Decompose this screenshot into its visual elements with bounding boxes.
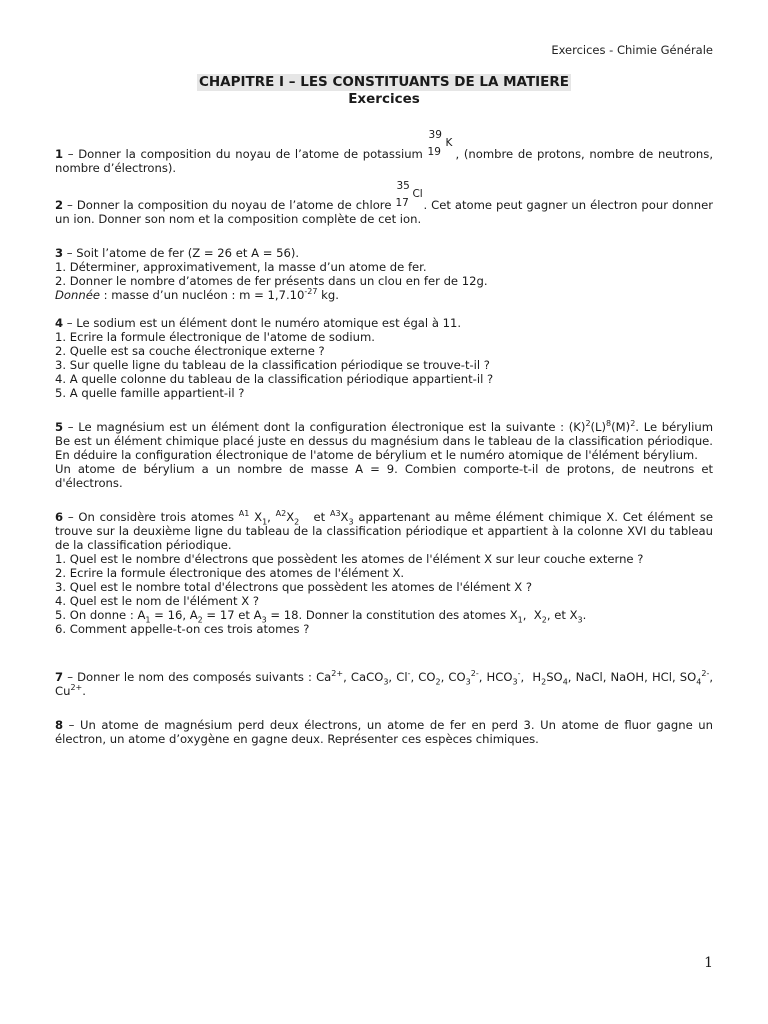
ion-charge: 2+ bbox=[70, 683, 83, 693]
element-symbol: X bbox=[249, 510, 263, 524]
spacer bbox=[55, 650, 713, 664]
exercise-number: 5 bbox=[55, 420, 64, 434]
exercise-1 bbox=[55, 129, 713, 175]
ion-charge: - bbox=[407, 669, 411, 679]
subscript: 2 bbox=[294, 517, 300, 527]
text-run: , X bbox=[522, 608, 542, 622]
mass-number: A1 bbox=[238, 509, 250, 519]
question-1: 1. Déterminer, approximativement, la masse d’un atome de fer. bbox=[55, 260, 427, 274]
text-run: , Cl bbox=[388, 670, 408, 684]
question-6: 6. Comment appelle-t-on ces trois atomes ? bbox=[55, 622, 310, 636]
text-run: SO bbox=[546, 670, 563, 684]
subscript: 2 bbox=[541, 615, 547, 625]
mass-number: 35 bbox=[396, 180, 410, 192]
exercise-text: – Soit l’atome de fer (Z = 26 et A = 56). bbox=[63, 246, 300, 260]
shell-label: (M) bbox=[611, 420, 631, 434]
exercise-number: 1 bbox=[55, 147, 64, 161]
text-run: . Le bérylium Be est un élément chimique placé juste en dessus du magnésium dans le tableau de la classification périodique. En déduire la configuration électronique de l'atome de bérylium et le numéro atomique de l'élément bérylium. bbox=[55, 420, 713, 462]
page-number: 1 bbox=[704, 955, 713, 971]
ion-charge: 2+ bbox=[331, 669, 344, 679]
subscript: 1 bbox=[517, 615, 523, 625]
subscript: 3 bbox=[348, 517, 354, 527]
given-label: Donnée bbox=[55, 288, 100, 302]
subscript: 3 bbox=[512, 677, 518, 687]
text-run: , CO bbox=[410, 670, 436, 684]
mass-number: A3 bbox=[329, 509, 341, 519]
question-4: 4. A quelle colonne du tableau de la classification périodique appartient-il ? bbox=[55, 372, 494, 386]
element-symbol: Cl bbox=[412, 188, 423, 200]
mass-number: 39 bbox=[428, 129, 442, 141]
section-title: Exercices bbox=[348, 91, 420, 107]
nuclide-notation bbox=[427, 129, 456, 158]
subscript: 4 bbox=[696, 677, 702, 687]
given-data bbox=[55, 288, 713, 302]
subscript: 2 bbox=[197, 615, 203, 625]
text-run: 5. On donne : A bbox=[55, 608, 146, 622]
exercise-number: 2 bbox=[55, 198, 64, 212]
electron-count: 2 bbox=[630, 419, 636, 429]
exercise-6 bbox=[55, 510, 713, 636]
chapter-title-block bbox=[0, 74, 768, 108]
question-2: 2. Quelle est sa couche électronique externe ? bbox=[55, 344, 325, 358]
subscript: 3 bbox=[465, 677, 471, 687]
question-2: 2. Ecrire la formule électronique des atomes de l'élément X. bbox=[55, 566, 405, 580]
running-header: Exercices - Chimie Générale bbox=[551, 43, 713, 57]
text-run: = 17 et A bbox=[202, 608, 262, 622]
element-symbol: K bbox=[445, 137, 453, 149]
subscript: 1 bbox=[262, 517, 268, 527]
subscript: 2 bbox=[541, 677, 547, 687]
subscript: 2 bbox=[435, 677, 441, 687]
exercise-text: , (nombre de protons, nombre de neutrons, nombre d’électrons). bbox=[55, 147, 713, 175]
text-run: – Un atome de magnésium perd deux électrons, un atome de fer en perd 3. Un atome de fluor gagne un électron, un atome d’oxygène en gagne deux. Représenter ces espèces chimiques. bbox=[55, 718, 713, 746]
text-run: . bbox=[82, 684, 86, 698]
given-text: : masse d’un nucléon : m = 1,7.10 bbox=[99, 288, 305, 302]
question-4: 4. Quel est le nom de l'élément X ? bbox=[55, 594, 259, 608]
subscript: 3 bbox=[577, 615, 583, 625]
exercise-intro bbox=[55, 246, 713, 260]
text-run: appartenant au même élément chimique X. Cet élément se trouve sur la deuxième ligne du tableau de la classification périodique et appartient à la colonne XVI du tableau de la classification périodique. bbox=[55, 510, 714, 552]
text-run: , Cu bbox=[55, 670, 714, 698]
text-run: . bbox=[582, 608, 587, 622]
exercise-list bbox=[55, 129, 714, 760]
exercise-text: – Donner la composition du noyau de l’atome de potassium bbox=[63, 147, 428, 161]
subscript: 1 bbox=[145, 615, 151, 625]
exercise-text bbox=[55, 510, 713, 552]
question-1: 1. Quel est le nombre d'électrons que possèdent les atomes de l'élément X sur leur couche externe ? bbox=[55, 552, 644, 566]
text-run: , CO bbox=[440, 670, 466, 684]
exercise-3 bbox=[55, 246, 713, 302]
text-run: , NaCl, NaOH, HCl, SO bbox=[567, 670, 697, 684]
ion-charge: 2- bbox=[701, 669, 710, 679]
exercise-intro bbox=[55, 316, 713, 330]
exercise-text: – Donner la composition du noyau de l’atome de chlore bbox=[63, 198, 396, 212]
exercise-number: 7 bbox=[55, 670, 64, 684]
subscript: 3 bbox=[261, 615, 267, 625]
exercise-number: 4 bbox=[55, 316, 64, 330]
ion-charge: - bbox=[517, 669, 521, 679]
subscript: 3 bbox=[383, 677, 389, 687]
exercise-4 bbox=[55, 316, 713, 400]
question-2: 2. Donner le nombre d’atomes de fer présents dans un clou en fer de 12g. bbox=[55, 274, 488, 288]
exercise-text bbox=[55, 420, 713, 462]
electron-count: 8 bbox=[606, 419, 612, 429]
element-symbol: X bbox=[286, 510, 295, 524]
electron-count: 2 bbox=[585, 419, 591, 429]
text-run: = 16, A bbox=[150, 608, 198, 622]
nuclide-notation bbox=[395, 180, 423, 209]
exercise-text: – Le sodium est un élément dont le numéro atomique est égal à 11. bbox=[63, 316, 462, 330]
text-run: , et X bbox=[546, 608, 578, 622]
text-run: , HCO bbox=[478, 670, 513, 684]
given-unit: kg. bbox=[317, 288, 339, 302]
exercise-number: 8 bbox=[55, 718, 64, 732]
exercise-8 bbox=[55, 718, 713, 746]
question-5: 5. A quelle famille appartient-il ? bbox=[55, 386, 245, 400]
exercise-number: 3 bbox=[55, 246, 64, 260]
exercise-5 bbox=[55, 420, 713, 490]
atomic-number: 17 bbox=[395, 197, 409, 209]
exercise-7 bbox=[55, 670, 713, 698]
mass-number: A2 bbox=[275, 509, 287, 519]
exercise-2 bbox=[55, 180, 713, 226]
atomic-number: 19 bbox=[427, 146, 441, 158]
text-run: – Le magnésium est un élément dont la configuration électronique est la suivante : (K) bbox=[63, 420, 586, 434]
text-run: , CaCO bbox=[343, 670, 384, 684]
text-run: = 18. Donner la constitution des atomes X bbox=[266, 608, 518, 622]
text-run: , H bbox=[520, 670, 542, 684]
chapter-title: CHAPITRE I – LES CONSTITUANTS DE LA MATIERE bbox=[198, 74, 570, 90]
exercise-question: Un atome de bérylium a un nombre de masse A = 9. Combien comporte-t-il de protons, de neutrons et d'électrons. bbox=[55, 462, 713, 490]
element-symbol: X bbox=[340, 510, 349, 524]
text-run: et bbox=[299, 510, 330, 524]
question-1: 1. Ecrire la formule électronique de l'atome de sodium. bbox=[55, 330, 375, 344]
text-run: – Donner le nom des composés suivants : Ca bbox=[63, 670, 332, 684]
shell-label: (L) bbox=[590, 420, 607, 434]
exponent: -27 bbox=[304, 287, 318, 297]
exercise-text: . Cet atome peut gagner un électron pour donner un ion. Donner son nom et la composition complète de cet ion. bbox=[55, 198, 713, 226]
subscript: 4 bbox=[562, 677, 568, 687]
question-5 bbox=[55, 608, 713, 625]
text-run: – On considère trois atomes bbox=[63, 510, 239, 524]
question-3: 3. Quel est le nombre total d'électrons que possèdent les atomes de l'élément X ? bbox=[55, 580, 533, 594]
exercise-number: 6 bbox=[55, 510, 64, 524]
question-3: 3. Sur quelle ligne du tableau de la classification périodique se trouve-t-il ? bbox=[55, 358, 490, 372]
ion-charge: 2- bbox=[470, 669, 479, 679]
text-run: , bbox=[267, 510, 276, 524]
